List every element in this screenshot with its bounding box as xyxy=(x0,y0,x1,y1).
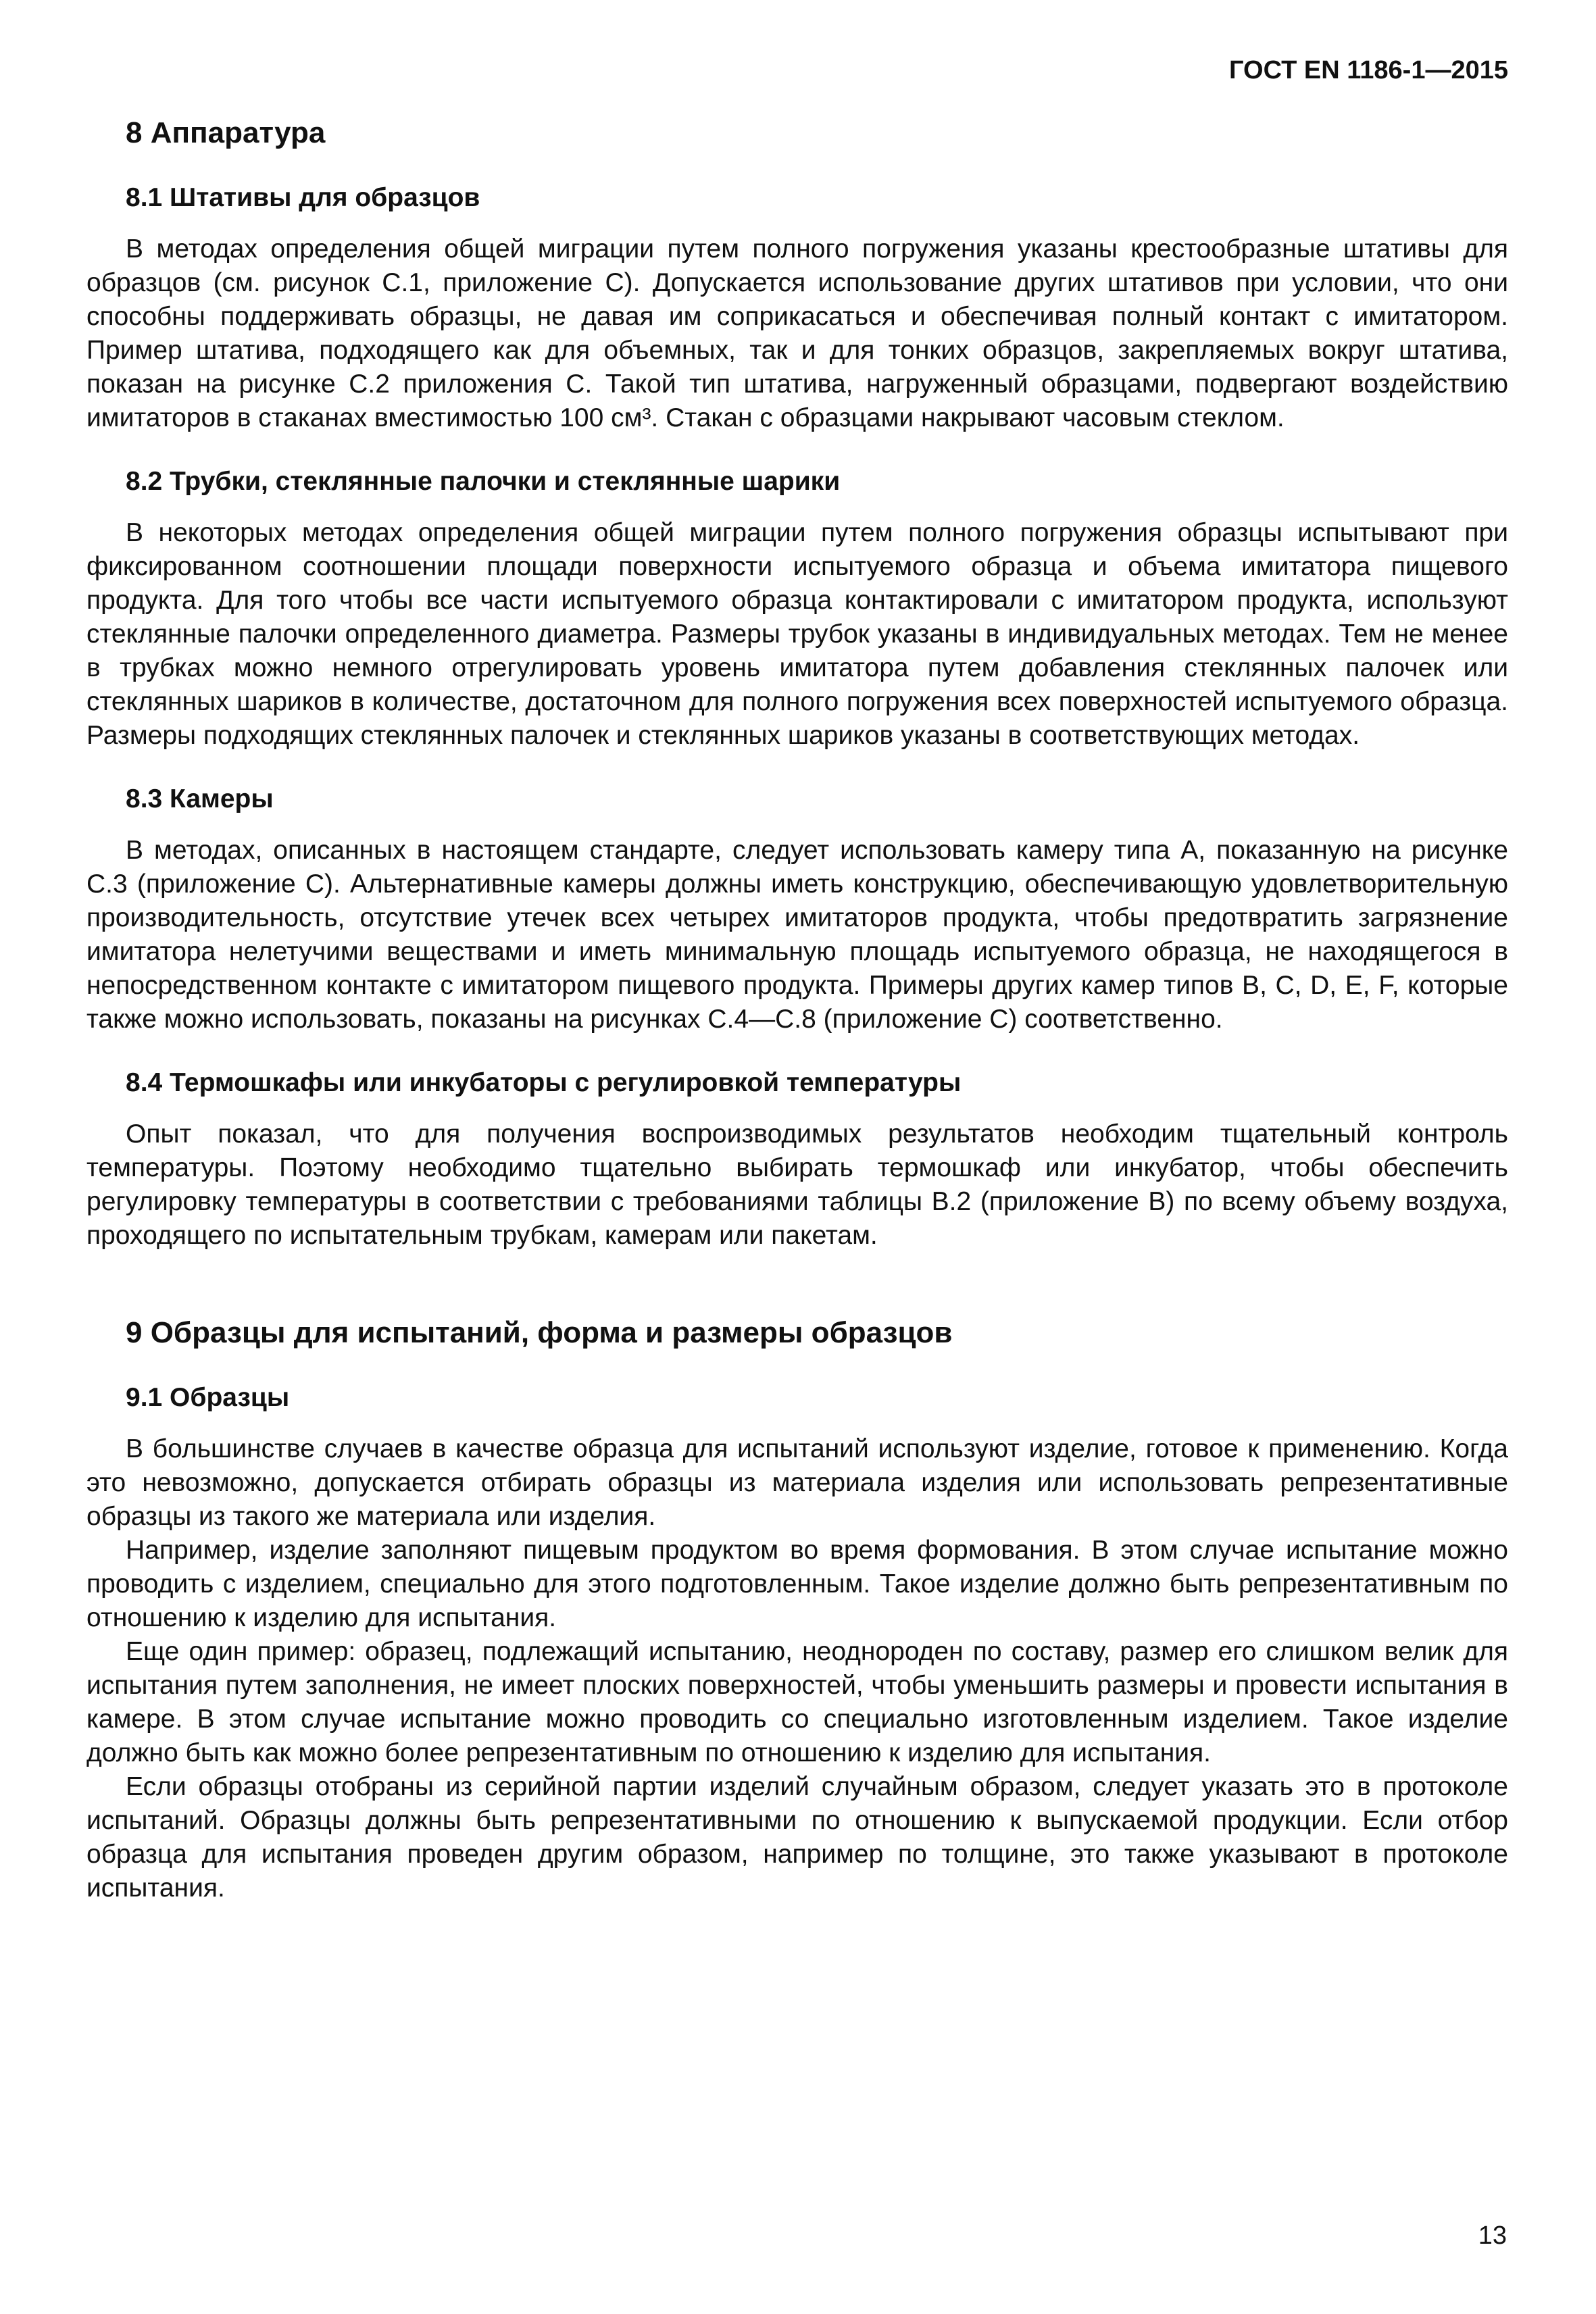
section-heading: 8 Аппаратура xyxy=(126,116,326,149)
paragraph: В большинстве случаев в качестве образца для испытаний используют изделие, готовое к применению. Когда это невозможно, допускается отбирать образцы из материала изделия или использовать репрезентативные образцы из такого же материала или изделия. xyxy=(86,1434,1508,1531)
paragraph: В некоторых методах определения общей миграции путем полного погружения образцы испытывают при фиксированном соотношении площади поверхности испытуемого образца и объема имитатора пищевого продукта. Для того чтобы все части испытуемого образца контактировали с имитатором продукта, используют стеклянные палочки определенного диаметра. Размеры трубок указаны в индивидуальных методах. Тем не менее в трубках можно немного отрегулировать уровень имитатора путем добавления стеклянных палочек или стеклянных шариков в количестве, достаточном для полного погружения всех поверхностей испытуемого образца. Размеры подходящих стеклянных палочек и стеклянных шариков указаны в соответствующих методах. xyxy=(86,518,1508,750)
document-blocks xyxy=(86,115,1508,1905)
paragraph: В методах, описанных в настоящем стандарте, следует использовать камеру типа А, показанную на рисунке С.3 (приложение С). Альтернативные камеры должны иметь конструкцию, обеспечивающую удовлетворительную производительность, отсутствие утечек всех четырех имитаторов продукта, чтобы предотвратить загрязнение имитатора нелетучими веществами и иметь минимальную площадь испытуемого образца, не находящегося в непосредственном контакте с имитатором пищевого продукта. Примеры других камер типов B, C, D, E, F, которые также можно использовать, показаны на рисунках С.4—С.8 (приложение С) соответственно. xyxy=(86,836,1508,1034)
paragraph: Опыт показал, что для получения воспроизводимых результатов необходим тщательный контроль температуры. Поэтому необходимо тщательно выбирать термошкаф или инкубатор, чтобы обеспечить регулировку температуры в соответствии с требованиями таблицы В.2 (приложение В) по всему объему воздуха, проходящего по испытательным трубкам, камерам или пакетам. xyxy=(86,1120,1508,1250)
paragraph: Если образцы отобраны из серийной партии изделий случайным образом, следует указать это в протоколе испытаний. Образцы должны быть репрезентативными по отношению к выпускаемой продукции. Если отбор образца для испытания проведен другим образом, например по толщине, это также указывают в протоколе испытания. xyxy=(86,1772,1508,1903)
subsection-heading: 8.3 Камеры xyxy=(126,784,274,813)
section-heading: 9 Образцы для испытаний, форма и размеры образцов xyxy=(126,1316,953,1349)
paragraph: Например, изделие заполняют пищевым продуктом во время формования. В этом случае испытание можно проводить с изделием, специально для этого подготовленным. Такое изделие должно быть репрезентативным по отношению к изделию для испытания. xyxy=(86,1536,1508,1632)
paragraph: Еще один пример: образец, подлежащий испытанию, неоднороден по составу, размер его слишком велик для испытания путем заполнения, не имеет плоских поверхностей, чтобы уменьшить размеры и провести испытания в камере. В этом случае испытание можно проводить со специально изготовленным изделием. Такое изделие должно быть как можно более репрезентативным по отношению к изделию для испытания. xyxy=(86,1637,1508,1767)
paragraph: В методах определения общей миграции путем полного погружения указаны крестообразные штативы для образцов (см. рисунок С.1, приложение С). Допускается использование других штативов при условии, что они способны поддерживать образцы, не давая им соприкасаться и обеспечивая полный контакт с имитатором. Пример штатива, подходящего как для объемных, так и для тонких образцов, закрепляемых вокруг штатива, показан на рисунке С.2 приложения С. Такой тип штатива, нагруженный образцами, подвергают воздействию имитаторов в стаканах вместимостью 100 см³. Стакан с образцами накрывают часовым стеклом. xyxy=(86,234,1508,432)
subsection-heading: 8.4 Термошкафы или инкубаторы с регулировкой температуры xyxy=(126,1068,962,1097)
page-number: 13 xyxy=(1478,2221,1507,2250)
subsection-heading: 9.1 Образцы xyxy=(126,1383,290,1412)
subsection-heading: 8.1 Штативы для образцов xyxy=(126,183,480,212)
subsection-heading: 8.2 Трубки, стеклянные палочки и стеклянные шарики xyxy=(126,467,841,496)
document-code-header: ГОСТ EN 1186-1—2015 xyxy=(1229,56,1508,84)
